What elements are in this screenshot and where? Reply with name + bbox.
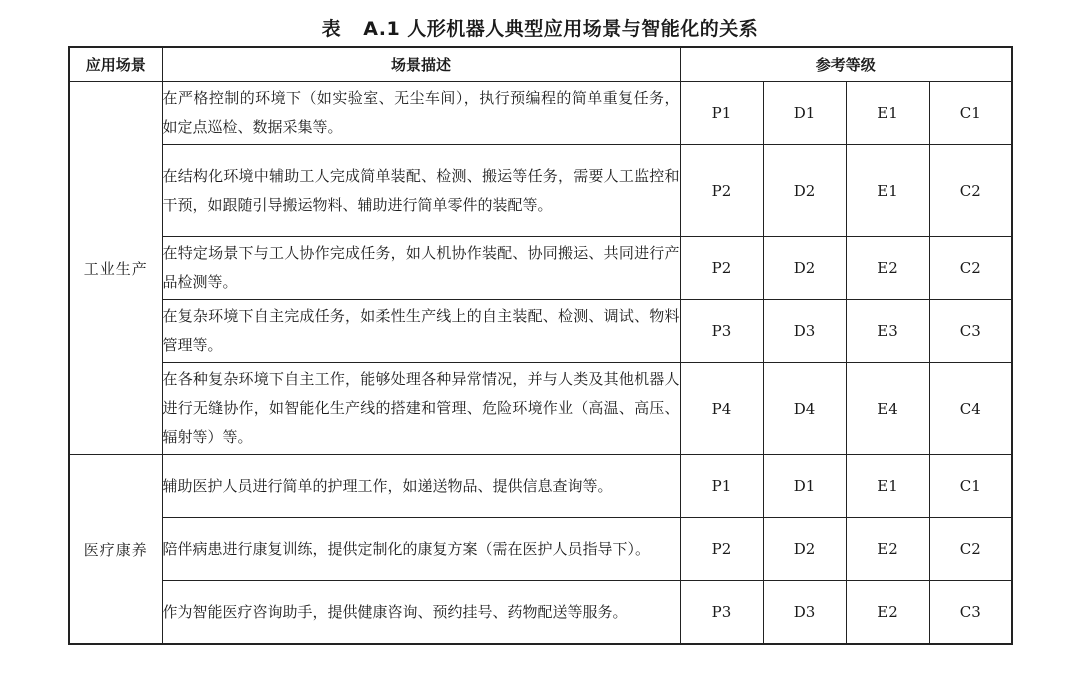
description-cell: 在结构化环境中辅助工人完成简单装配、检测、搬运等任务，需要人工监控和干预，如跟随引导搬运物料、辅助进行简单零件的装配等。 (162, 145, 680, 237)
scenario-cell-industrial: 工业生产 (69, 82, 162, 455)
level-c: C3 (929, 300, 1012, 363)
table-header-row (69, 47, 1012, 82)
level-d: D3 (763, 581, 846, 645)
table-title-text: A.1 人形机器人典型应用场景与智能化的关系 (363, 18, 759, 40)
level-d: D3 (763, 300, 846, 363)
level-p: P3 (680, 300, 763, 363)
description-cell: 辅助医护人员进行简单的护理工作，如递送物品、提供信息查询等。 (162, 455, 680, 518)
level-p: P2 (680, 518, 763, 581)
table-row (69, 145, 1012, 237)
level-p: P2 (680, 237, 763, 300)
level-c: C2 (929, 518, 1012, 581)
level-d: D4 (763, 363, 846, 455)
level-e: E3 (846, 300, 929, 363)
level-d: D2 (763, 237, 846, 300)
level-p: P1 (680, 82, 763, 145)
level-e: E2 (846, 581, 929, 645)
table-title (0, 14, 1080, 41)
level-e: E4 (846, 363, 929, 455)
level-d: D2 (763, 145, 846, 237)
level-e: E1 (846, 82, 929, 145)
table-title-prefix: 表 (321, 18, 342, 40)
table-row (69, 237, 1012, 300)
header-scenario: 应用场景 (69, 47, 162, 82)
level-d: D2 (763, 518, 846, 581)
table-row (69, 363, 1012, 455)
header-reference-level: 参考等级 (680, 47, 1012, 82)
level-e: E1 (846, 145, 929, 237)
level-e: E1 (846, 455, 929, 518)
scenario-level-table (68, 46, 1013, 645)
level-p: P1 (680, 455, 763, 518)
table-row (69, 455, 1012, 518)
description-cell: 在各种复杂环境下自主工作，能够处理各种异常情况，并与人类及其他机器人进行无缝协作，如智能化生产线的搭建和管理、危险环境作业（高温、高压、辐射等）等。 (162, 363, 680, 455)
level-c: C1 (929, 455, 1012, 518)
level-p: P2 (680, 145, 763, 237)
level-c: C2 (929, 145, 1012, 237)
level-e: E2 (846, 237, 929, 300)
level-d: D1 (763, 455, 846, 518)
level-c: C4 (929, 363, 1012, 455)
scenario-cell-medical: 医疗康养 (69, 455, 162, 645)
level-c: C2 (929, 237, 1012, 300)
table-row (69, 518, 1012, 581)
level-d: D1 (763, 82, 846, 145)
description-cell: 在严格控制的环境下（如实验室、无尘车间），执行预编程的简单重复任务，如定点巡检、数据采集等。 (162, 82, 680, 145)
table-row (69, 82, 1012, 145)
description-cell: 作为智能医疗咨询助手，提供健康咨询、预约挂号、药物配送等服务。 (162, 581, 680, 645)
level-e: E2 (846, 518, 929, 581)
table-row (69, 581, 1012, 645)
header-description: 场景描述 (162, 47, 680, 82)
level-p: P4 (680, 363, 763, 455)
level-c: C3 (929, 581, 1012, 645)
level-p: P3 (680, 581, 763, 645)
level-c: C1 (929, 82, 1012, 145)
description-cell: 陪伴病患进行康复训练，提供定制化的康复方案（需在医护人员指导下）。 (162, 518, 680, 581)
table-row (69, 300, 1012, 363)
description-cell: 在复杂环境下自主完成任务，如柔性生产线上的自主装配、检测、调试、物料管理等。 (162, 300, 680, 363)
description-cell: 在特定场景下与工人协作完成任务，如人机协作装配、协同搬运、共同进行产品检测等。 (162, 237, 680, 300)
